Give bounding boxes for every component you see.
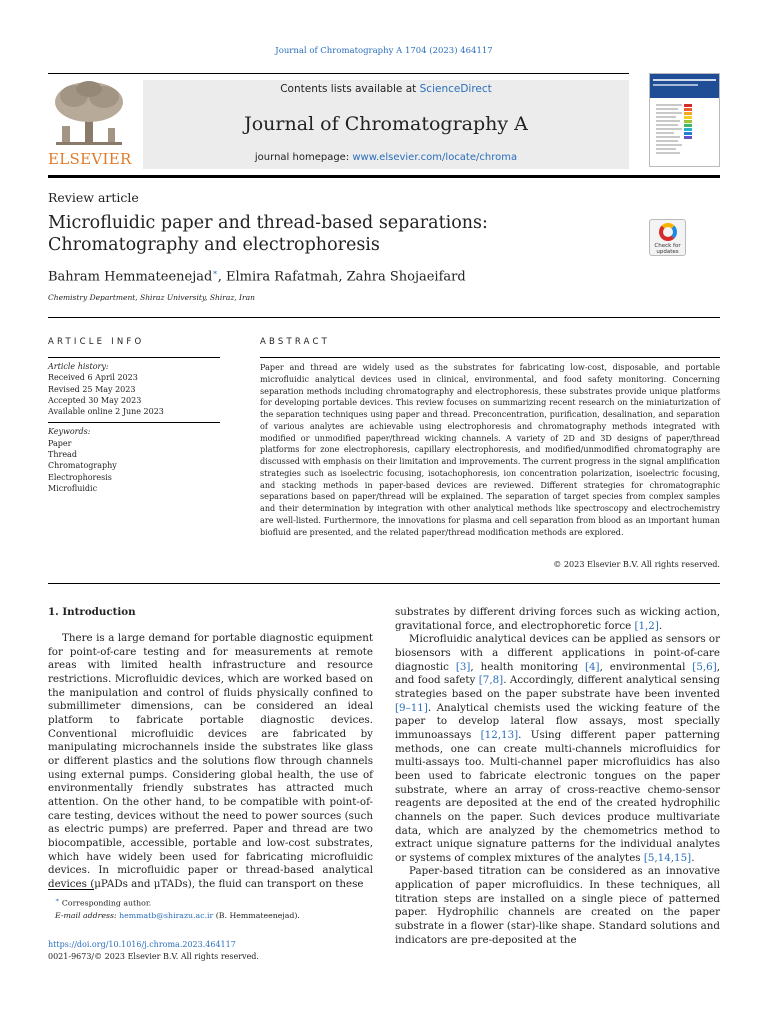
homepage-prefix: journal homepage: [254,152,353,163]
body-column-left [48,632,373,891]
corresponding-author-mark[interactable]: ∗ [212,268,218,277]
corresponding-note: ∗ Corresponding author. [55,896,152,908]
issn-line: 0021-9673/© 2023 Elsevier B.V. All rights reserved. [48,952,259,961]
article-info [48,361,220,494]
running-head[interactable]: Journal of Chromatography A 1704 (2023) 464117 [275,46,493,56]
abstract-bottom-rule [48,583,720,584]
journal-banner [143,80,629,169]
article-title: Microfluidic paper and thread-based separations: Chromatography and electrophoresis [48,213,488,255]
keywords-label: Keywords: [48,427,91,437]
email-note: E-mail address: hemmatb@shirazu.ac.ir (B. Hemmateenejad). [55,910,300,920]
article-type: Review article [48,190,139,205]
citation-link[interactable]: [5,14,15] [643,851,692,864]
header-divider [48,317,720,318]
homepage-link[interactable]: www.elsevier.com/locate/chroma [352,152,518,163]
journal-cover-thumbnail[interactable] [649,73,720,167]
footnote-rule [48,889,94,890]
cover-band [650,74,719,98]
keyword-item: Thread [48,450,77,460]
check-for-updates-button[interactable] [649,219,686,256]
publisher-name: ELSEVIER [48,150,132,168]
citation-link[interactable]: [3] [455,660,471,673]
history-label: Article history: [48,362,109,371]
intro-paragraph-1: There is a large demand for portable diagnostic equipment for point-of-care testing and for measurements at remote areas with limited health infrastructure and resource restrictions. Microfluidic devices, which are worked based on the manipulation and control of fluids physically confined to submillimeter dimensions, can be considered an ideal platform to fabricate portable diagnostic devices. Conventional microfluidic devices are fabricated by manipulating microchannels inside the substrates like glass or different plastics and the solutions flow through channels using external pumps. Considering global health, the use of environmentally friendly substrates has attracted much attention. On the other hand, to be compatible with point-of-care testing, devices without the need to power sources (such as electric pumps) are preferred. Paper and thread are two biocompatible, accessible, portable and low-cost substrates, which have widely been used for fabricating microfluidic devices. In microfluidic paper or thread-based analytical devices (μPADs and μTADs), the fluid can transport on these [48,632,373,890]
body-column-right [395,606,720,947]
contents-line [143,83,629,95]
publisher-logo[interactable] [48,80,130,168]
citation-link[interactable]: [5,6] [692,660,717,673]
keyword-item: Electrophoresis [48,472,112,482]
homepage-line [143,152,629,163]
article-info-heading: ARTICLE INFO [48,337,145,347]
history-accepted: Accepted 30 May 2023 [48,395,142,405]
contents-prefix: Contents lists available at [280,83,420,95]
abstract-copyright: © 2023 Elsevier B.V. All rights reserved. [553,559,720,569]
history-revised: Revised 25 May 2023 [48,384,136,394]
tree-icon [52,80,126,148]
cover-color-bars [684,104,692,140]
citation-link[interactable]: [9–11] [395,701,428,714]
abstract-heading: ABSTRACT [260,337,331,347]
affiliation: Chemistry Department, Shiraz University, Shiraz, Iran [48,293,255,302]
masthead-bottom-rule [48,175,720,178]
intro-paragraph-continued: substrates by different driving forces such as wicking action, gravitational force, and electrophoretic force [1,2]. [395,606,720,632]
history-received: Received 6 April 2023 [48,373,138,383]
masthead-top-rule [48,73,629,74]
crossmark-label: Check for updates [654,243,681,255]
doi-link[interactable]: https://doi.org/10.1016/j.chroma.2023.464117 [48,940,236,949]
abstract-text: Paper and thread are widely used as the substrates for fabricating low-cost, disposable, and portable microfluidic analytical devices used in clinical, environmental, and food safety monitoring. Concerning separation methods including chromatography and electrophoresis, these substrates provide unique platforms for developing portable devices. This review focuses on summarizing recent research on the miniaturization of the separation techniques using paper and thread. Preconcentration, purification, desalination, and separation of various analytes are achievable using electrophoresis and chromatography methods integrated with modified or unmodified paper/thread wicking channels. A variety of 2D and 3D designs of paper/thread platforms for zone electrophoresis, capillary electrophoresis, and modified/unmodified chromatography are discussed with emphasis on their limitation and improvements. The current progress in the signal amplification strategies such as isoelectric focusing, isotachophoresis, ion concentration polarization, isoelectric focusing, and stacking methods in paper-based devices are reviewed. Different strategies for chromatographic separations based on paper/thread will be explained. The separation of target species from complex samples and their determination by integration with other analytical methods like spectroscopy and electrochemistry are well-listed. Furthermore, the innovations for plasma and cell separation from blood as an important human biofluid are presented, and the related paper/thread modification methods are explored. [260,362,720,537]
crossmark-icon [659,223,677,241]
citation-link[interactable]: [7,8] [478,674,504,687]
citation-link[interactable]: [1,2] [634,619,659,632]
intro-paragraph-2: Microfluidic analytical devices can be applied as sensors or biosensors with a different applications in point-of-care diagnostic [3], health monitoring [4], environmental [5,6], and food safety [7,8]. Accordingly, different analytical sensing strategies based on the paper substrate have been invented [9–11]. Analytical chemists used the wicking feature of the paper to develop lateral flow assays, most specially immunoassays [12,13]. Using different paper patterning methods, one can create multi-channels microfluidics for multi-assays too. Multi-channel paper microfluidics has also been used to fabricate electronic tongues on the paper substrate, where an array of cross-reactive chemo-sensor reagents are deposited at the end of the created hydrophilic channels on the paper. Such devices produce multivariate data, which are analyzed by the chemometrics method to extract unique signature patterns for the individual analytes or systems of complex mixtures of the analytes [5,14,15]. [395,633,721,864]
email-link[interactable]: hemmatb@shirazu.ac.ir [119,910,214,920]
other-authors: , Elmira Rafatmah, Zahra Shojaeifard [217,269,466,285]
history-online: Available online 2 June 2023 [48,407,164,417]
history-divider [48,417,220,423]
article-info-rule [48,357,220,358]
section-heading-introduction: 1. Introduction [48,606,136,618]
abstract-rule [260,357,720,358]
intro-paragraph-3: Paper-based titration can be considered as an innovative application of paper microfluidics. In these techniques, all titration steps are installed on a single piece of patterned paper. Hydrophilic channels are created on the paper substrate in a flower (star)-like shape. Standard solutions and indicators are pre-deposited at the [395,865,720,946]
keyword-item: Paper [48,438,72,448]
sciencedirect-link[interactable]: ScienceDirect [419,83,492,95]
keyword-item: Chromatography [48,461,117,471]
author-hemmateenejad[interactable]: Bahram Hemmateenejad [48,269,213,285]
doi-block [48,939,259,963]
journal-title: Journal of Chromatography A [244,113,528,135]
citation-link[interactable]: [12,13] [480,728,519,741]
keyword-item: Microfluidic [48,483,98,493]
author-list [48,268,466,284]
citation-link[interactable]: [4] [584,660,600,673]
footnote [55,894,355,922]
